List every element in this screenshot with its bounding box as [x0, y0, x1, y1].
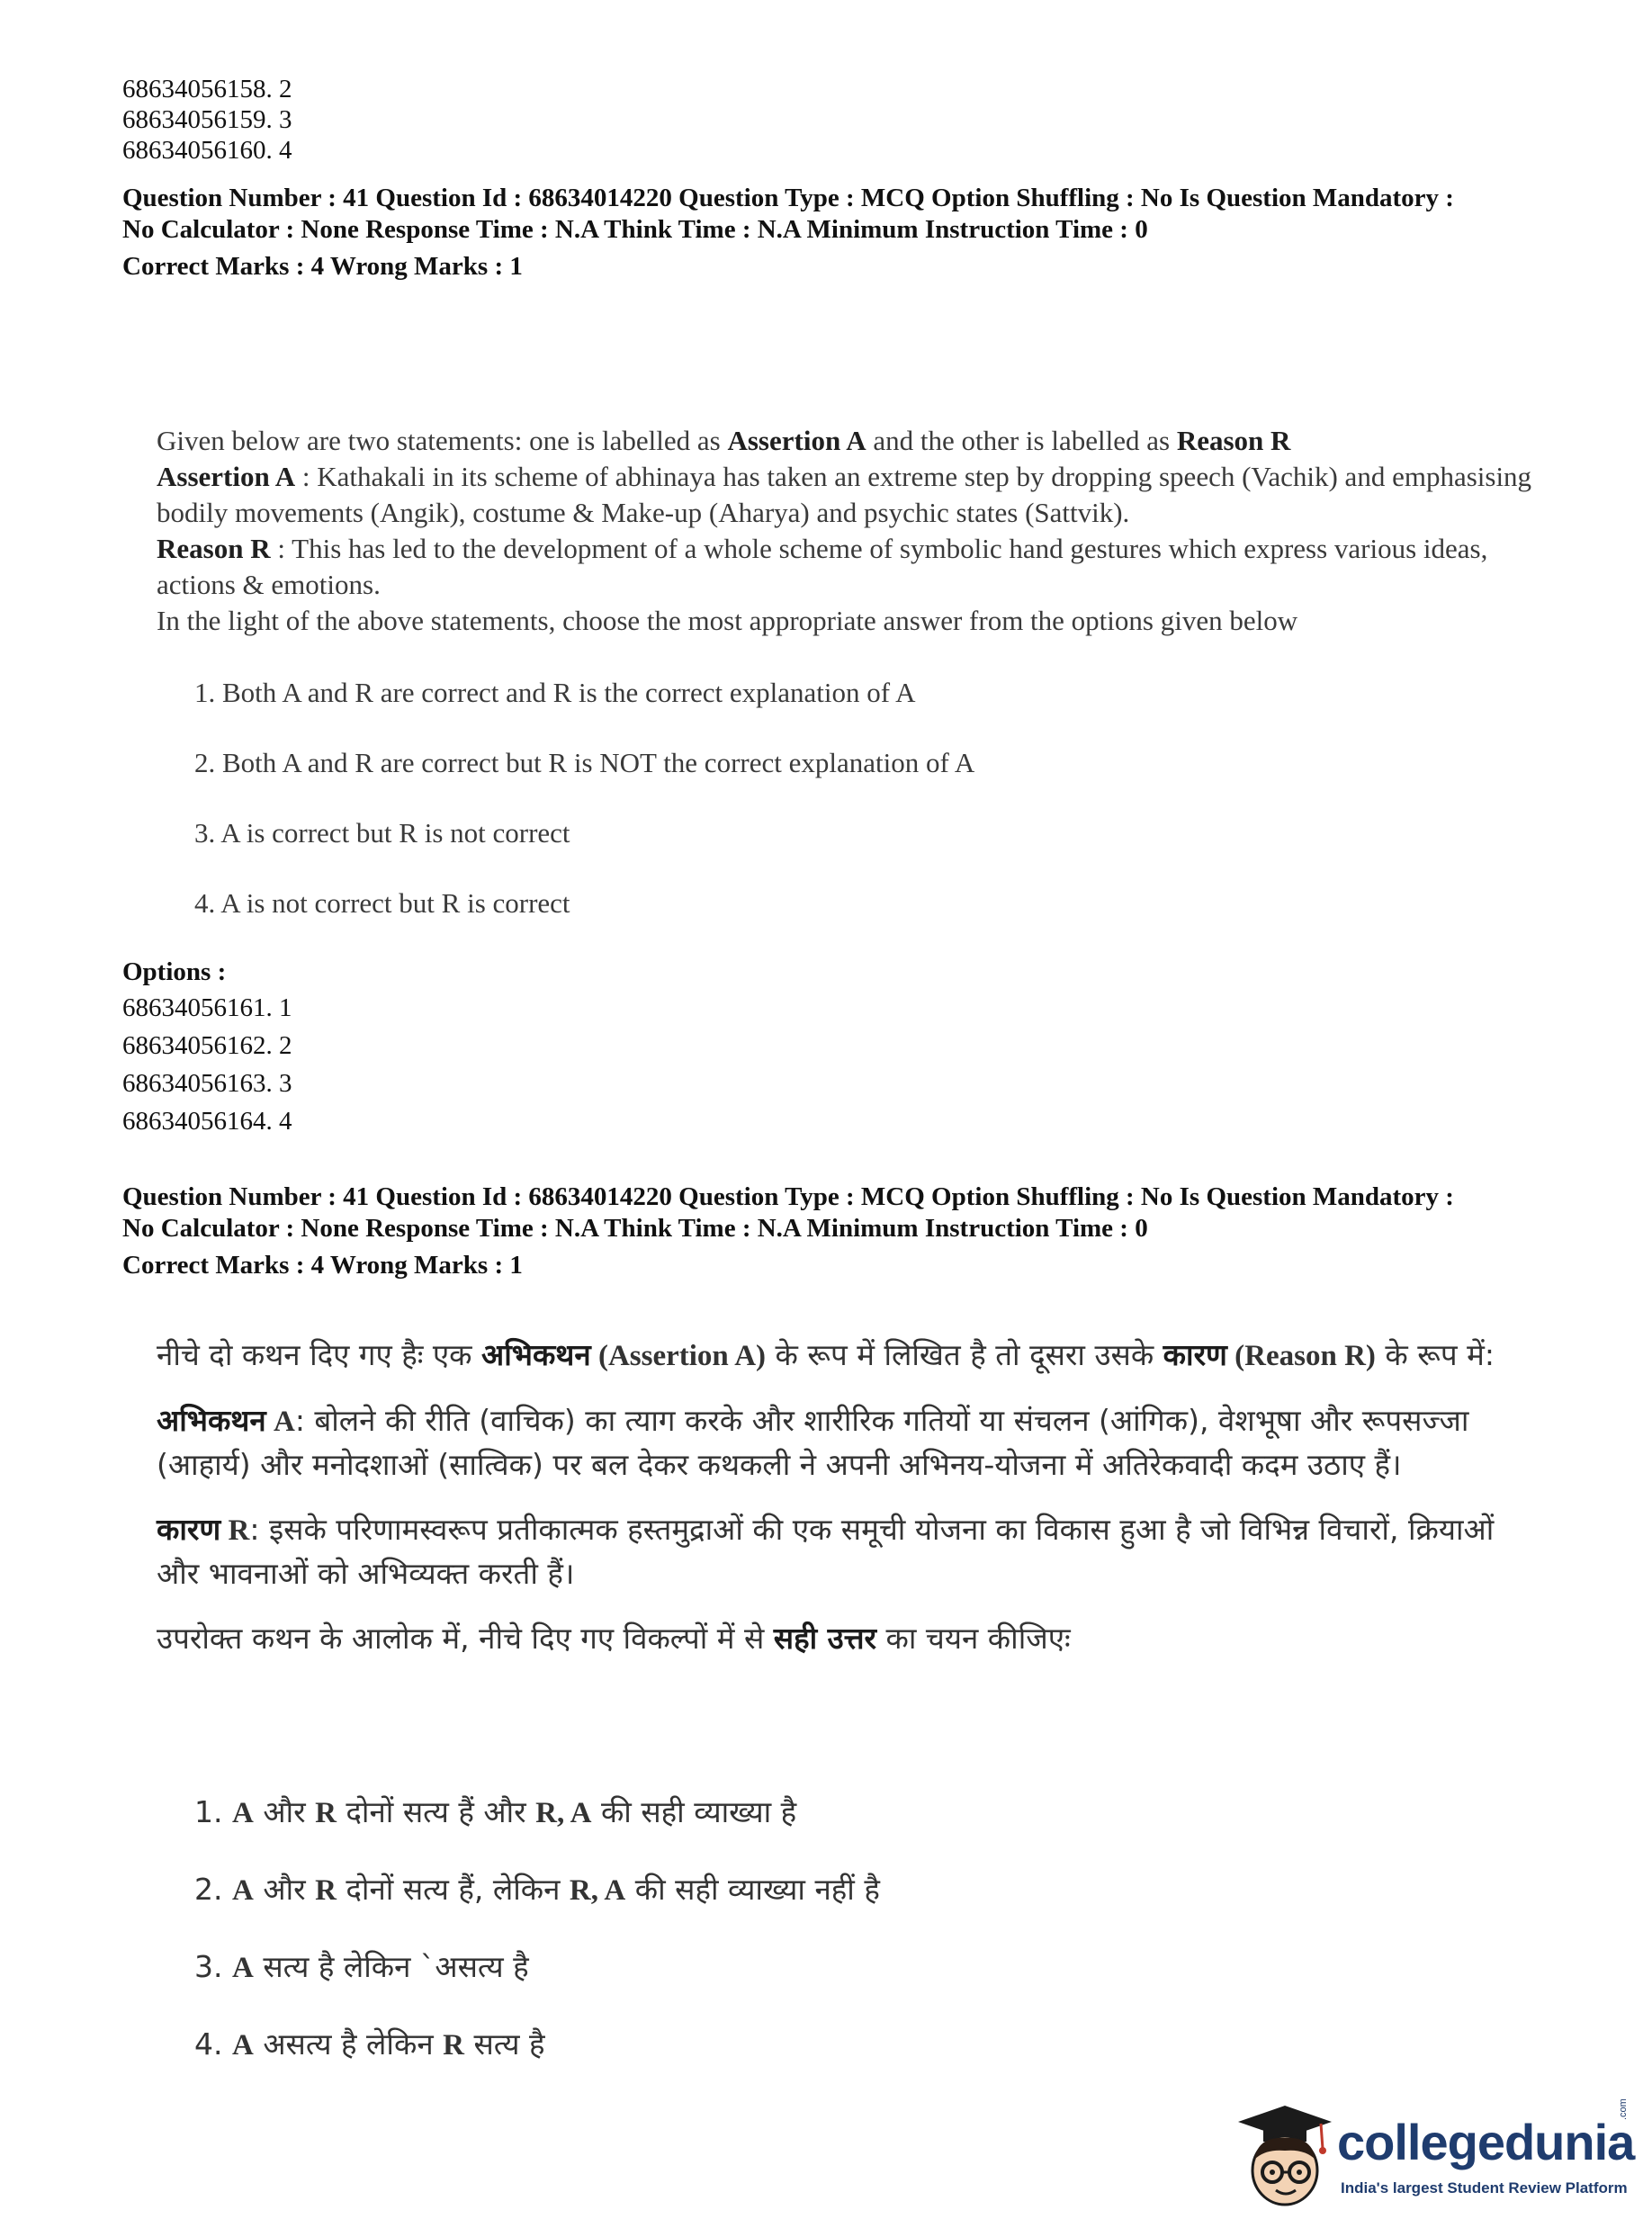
logo-tagline: India's largest Student Review Platform — [1341, 2179, 1628, 2197]
option-line: 68634056163. 3 — [122, 1069, 292, 1098]
meta-line: No Calculator : None Response Time : N.A Think Time : N.A Minimum Instruction Time : 0 — [122, 1214, 1148, 1243]
question-intro: Given below are two statements: one is labelled as Assertion A and the other is labelled as Reason R — [157, 425, 1291, 456]
answer-choice: 1. A और R दोनों सत्य हैं और R, A की सही व्याख्या है — [194, 1794, 797, 1829]
option-line: 68634056160. 4 — [122, 136, 292, 165]
question-meta — [122, 1181, 1562, 1281]
question-instruction: उपरोक्त कथन के आलोक में, नीचे दिए गए विकल्पों में से सही उत्तर का चयन कीजिएः — [157, 1621, 1071, 1656]
reason-statement: कारण R: इसके परिणामस्वरूप प्रतीकात्मक हस्तमुद्राओं की एक समूची योजना का विकास हुआ है जो विभिन्न विचारों, क्रियाओं और भावनाओं को अभिव्यक्त करती हैं। — [157, 1512, 1495, 1591]
assertion-statement: Assertion A : Kathakali in its scheme of abhinaya has taken an extreme step by dropping speech (Vachik) and emphasising bodily movements (Angik), costume & Make-up (Aharya) and psychic states (Sattvik). — [157, 461, 1532, 528]
answer-choice: 2. Both A and R are correct but R is NOT the correct explanation of A — [194, 747, 975, 778]
meta-line: Question Number : 41 Question Id : 68634014220 Question Type : MCQ Option Shuffling : No Is Question Mandatory : — [122, 1182, 1454, 1211]
question-instruction: In the light of the above statements, choose the most appropriate answer from the options given below — [157, 605, 1298, 636]
answer-choice: 4. A असत्य है लेकिन R सत्य है — [194, 2026, 545, 2062]
meta-line: Question Number : 41 Question Id : 68634014220 Question Type : MCQ Option Shuffling : No Is Question Mandatory : — [122, 184, 1454, 212]
collegedunia-logo[interactable] — [1222, 2097, 1636, 2214]
question-text-block — [157, 423, 1560, 639]
assertion-statement: अभिकथन A: बोलने की रीति (वाचिक) का त्याग करके और शारीरिक गतियों या संचलन (आंगिक), वेशभूषा और रूपसज्जा (आहार्य) और मनोदशाओं (सात्विक) पर बल देकर कथकली ने अपनी अभिनय-योजना में अतिरेकवादी कदम उठाए हैं। — [157, 1403, 1469, 1482]
option-line: 68634056158. 2 — [122, 75, 292, 103]
marks-line: Correct Marks : 4 Wrong Marks : 1 — [122, 252, 523, 281]
marks-line: Correct Marks : 4 Wrong Marks : 1 — [122, 1251, 523, 1280]
option-line: 68634056161. 1 — [122, 993, 292, 1022]
student-mascot-icon — [1222, 2097, 1337, 2214]
option-line: 68634056164. 4 — [122, 1107, 292, 1136]
option-line: 68634056162. 2 — [122, 1031, 292, 1060]
options-heading: Options : — [122, 957, 227, 986]
hindi-question-block — [157, 1334, 1542, 1660]
logo-domain: .com — [1618, 2098, 1629, 2120]
logo-wordmark: collegedunia — [1337, 2114, 1635, 2170]
question-meta — [122, 183, 1562, 283]
question-intro: नीचे दो कथन दिए गए हैः एक अभिकथन (Assertion A) के रूप में लिखित है तो दूसरा उसके कारण (Reason R) के रूप में: — [157, 1337, 1495, 1372]
reason-statement: Reason R : This has led to the development of a whole scheme of symbolic hand gestures which express various ideas, actions & emotions. — [157, 533, 1488, 600]
answer-choice: 2. A और R दोनों सत्य हैं, लेकिन R, A की सही व्याख्या नहीं है — [194, 1872, 880, 1907]
meta-line: No Calculator : None Response Time : N.A Think Time : N.A Minimum Instruction Time : 0 — [122, 215, 1148, 244]
option-line: 68634056159. 3 — [122, 105, 292, 134]
answer-choice: 1. Both A and R are correct and R is the correct explanation of A — [194, 677, 916, 708]
answer-choice: 4. A is not correct but R is correct — [194, 887, 570, 919]
answer-choice: 3. A is correct but R is not correct — [194, 817, 570, 849]
answer-choice: 3. A सत्य है लेकिन `असत्य है — [194, 1949, 529, 1984]
